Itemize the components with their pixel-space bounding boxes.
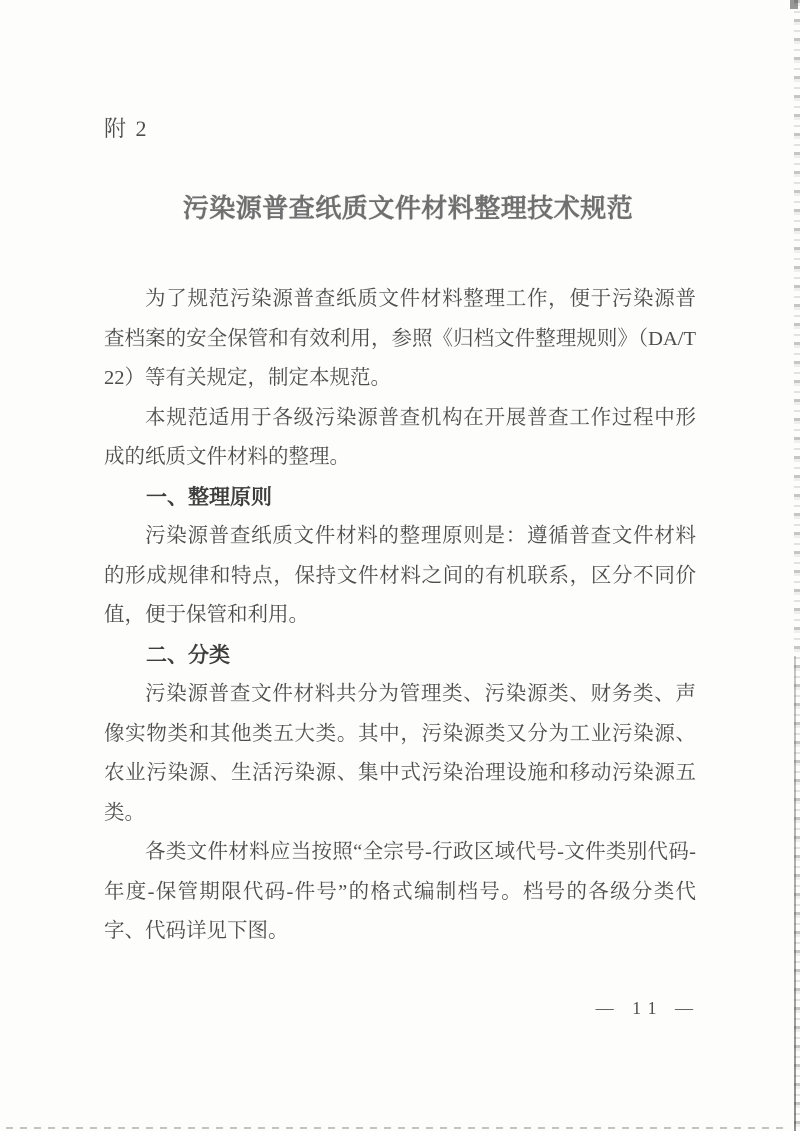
- scan-speckle-column: [794, 0, 800, 1131]
- document-body: [104, 280, 696, 952]
- scan-corner-mark: [790, 0, 798, 9]
- paragraph: 污染源普查纸质文件材料的整理原则是：遵循普查文件材料的形成规律和特点，保持文件材料之间的有机联系，区分不同价值，便于保管和利用。: [104, 525, 696, 626]
- paragraph: 为了规范污染源普查纸质文件材料整理工作，便于污染源普查档案的安全保管和有效利用，参照《归档文件整理规则》（DA/T 22）等有关规定，制定本规范。: [104, 288, 696, 389]
- section-heading: 一、整理原则: [146, 485, 272, 509]
- paragraph: 本规范适用于各级污染源普查机构在开展普查工作过程中形成的纸质文件材料的整理。: [104, 406, 696, 468]
- section-heading: 二、分类: [146, 643, 230, 667]
- document-title: 污染源普查纸质文件材料整理技术规范: [182, 193, 634, 223]
- paragraph: 各类文件材料应当按照“全宗号-行政区域代号-文件类别代码-年度-保管期限代码-件号”的格式编制档号。档号的各级分类代字、代码详见下图。: [104, 841, 696, 942]
- scan-artifact-bottom-edge: [6, 1127, 784, 1129]
- scan-artifact-right-edge: [786, 0, 800, 1131]
- page-number: — 11 —: [595, 998, 700, 1018]
- paragraph: 污染源普查文件材料共分为管理类、污染源类、财务类、声像实物类和其他类五大类。其中，污染源类又分为工业污染源、农业污染源、生活污染源、集中式污染治理设施和移动污染源五类。: [104, 683, 696, 824]
- attachment-label: 附 2: [104, 116, 149, 141]
- scan-dark-line: [794, 656, 796, 1131]
